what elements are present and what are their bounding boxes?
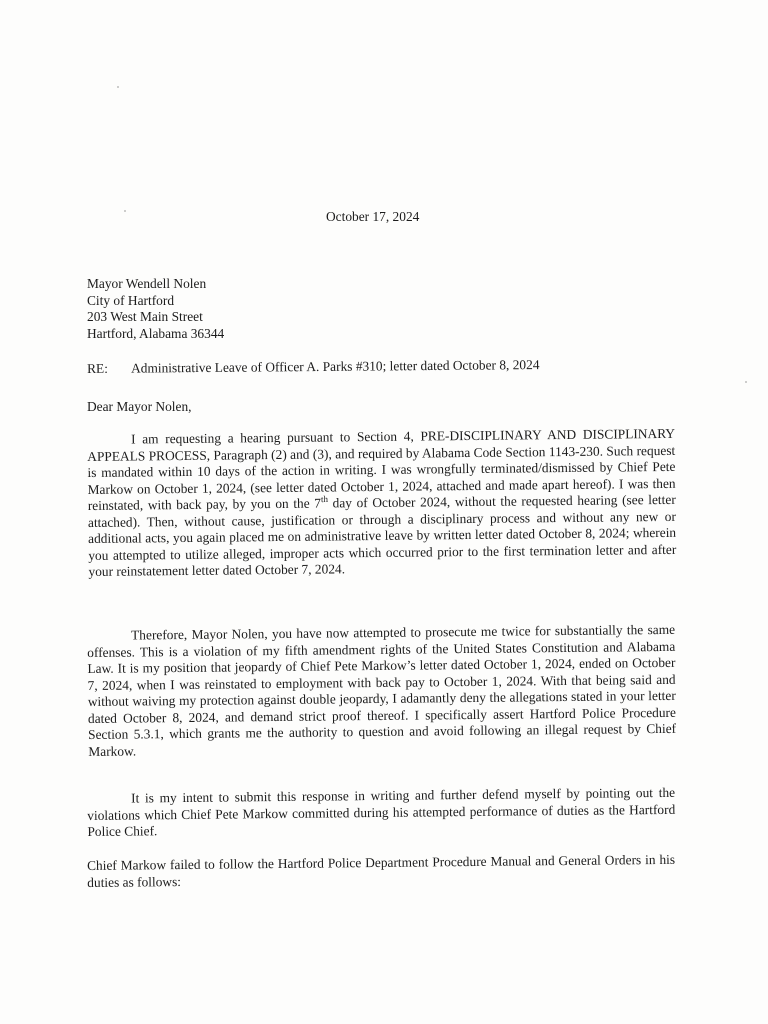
recipient-city-state-zip: Hartford, Alabama 36344 <box>87 325 225 341</box>
ordinal-suffix: th <box>320 494 328 505</box>
subject-text: Administrative Leave of Officer A. Parks #310; letter dated October 8, 2024 <box>130 357 540 376</box>
scan-speck <box>745 381 747 383</box>
recipient-organization: City of Hartford <box>87 292 175 308</box>
recipient-name: Mayor Wendell Nolen <box>87 276 207 291</box>
scan-speck <box>124 210 126 212</box>
salutation: Dear Mayor Nolen, <box>87 399 192 414</box>
paragraph-text: day of October 2024, without the requested hearing (see letter attached). Then, without cause, justification or through a disciplinary process and without any new or additional acts, you again placed me on administrative leave by written letter dated October 8, 2024; wherein you attempted to utilize alleged, improper acts which occurred prior to the first termination letter and after your reinstatement letter dated October 7, 2024. <box>87 491 677 579</box>
subject-line <box>87 356 687 378</box>
body-paragraph-intent: It is my intent to submit this response in writing and further defend myself by pointing out the violations which Chief Pete Markow committed during his attempted performance of duties as the Hartford Police Chief. <box>87 784 676 839</box>
body-paragraph-hearing-request <box>87 426 677 581</box>
recipient-address <box>87 276 387 342</box>
letter-date: October 17, 2024 <box>326 209 420 224</box>
paragraph-text: I am requesting a hearing pursuant to Section 4, PRE-DISCIPLINARY AND DISCIPLINARY APPEALS PROCESS, Paragraph (2) and (3), and required by Alabama Code Section 1143-230. Such request is mandated within 10 days of the action in writing. I was wrongfully terminated/dismissed by Chief Pete Markow on October 1, 2024, (see letter dated October 1, 2024, attached and made apart hereof). I was then reinstated, with back pay, by you on the 7 <box>87 425 676 513</box>
body-paragraph-double-jeopardy: Therefore, Mayor Nolen, you have now attempted to prosecute me twice for substantially the same offenses. This is a violation of my fifth amendment rights of the United States Constitution and Alabama Law. It is my position that jeopardy of Chief Pete Markow’s letter dated October 1, 2024, ended on October 7, 2024, when I was reinstated to employment with back pay to October 1, 2024. With that being said and without waiving my protection against double jeopardy, I adamantly deny the allegations stated in your letter dated October 8, 2024, and demand strict proof thereof. I specifically assert Hartford Police Procedure Section 5.3.1, which grants me the authority to question and avoid following an illegal request by Chief Markow. <box>87 621 677 759</box>
subject-label: RE: <box>87 360 108 376</box>
recipient-street: 203 West Main Street <box>87 309 203 324</box>
body-paragraph-violations-intro: Chief Markow failed to follow the Hartford Police Department Procedure Manual and General Orders in his duties as follows: <box>87 851 676 890</box>
scan-speck <box>117 86 119 88</box>
